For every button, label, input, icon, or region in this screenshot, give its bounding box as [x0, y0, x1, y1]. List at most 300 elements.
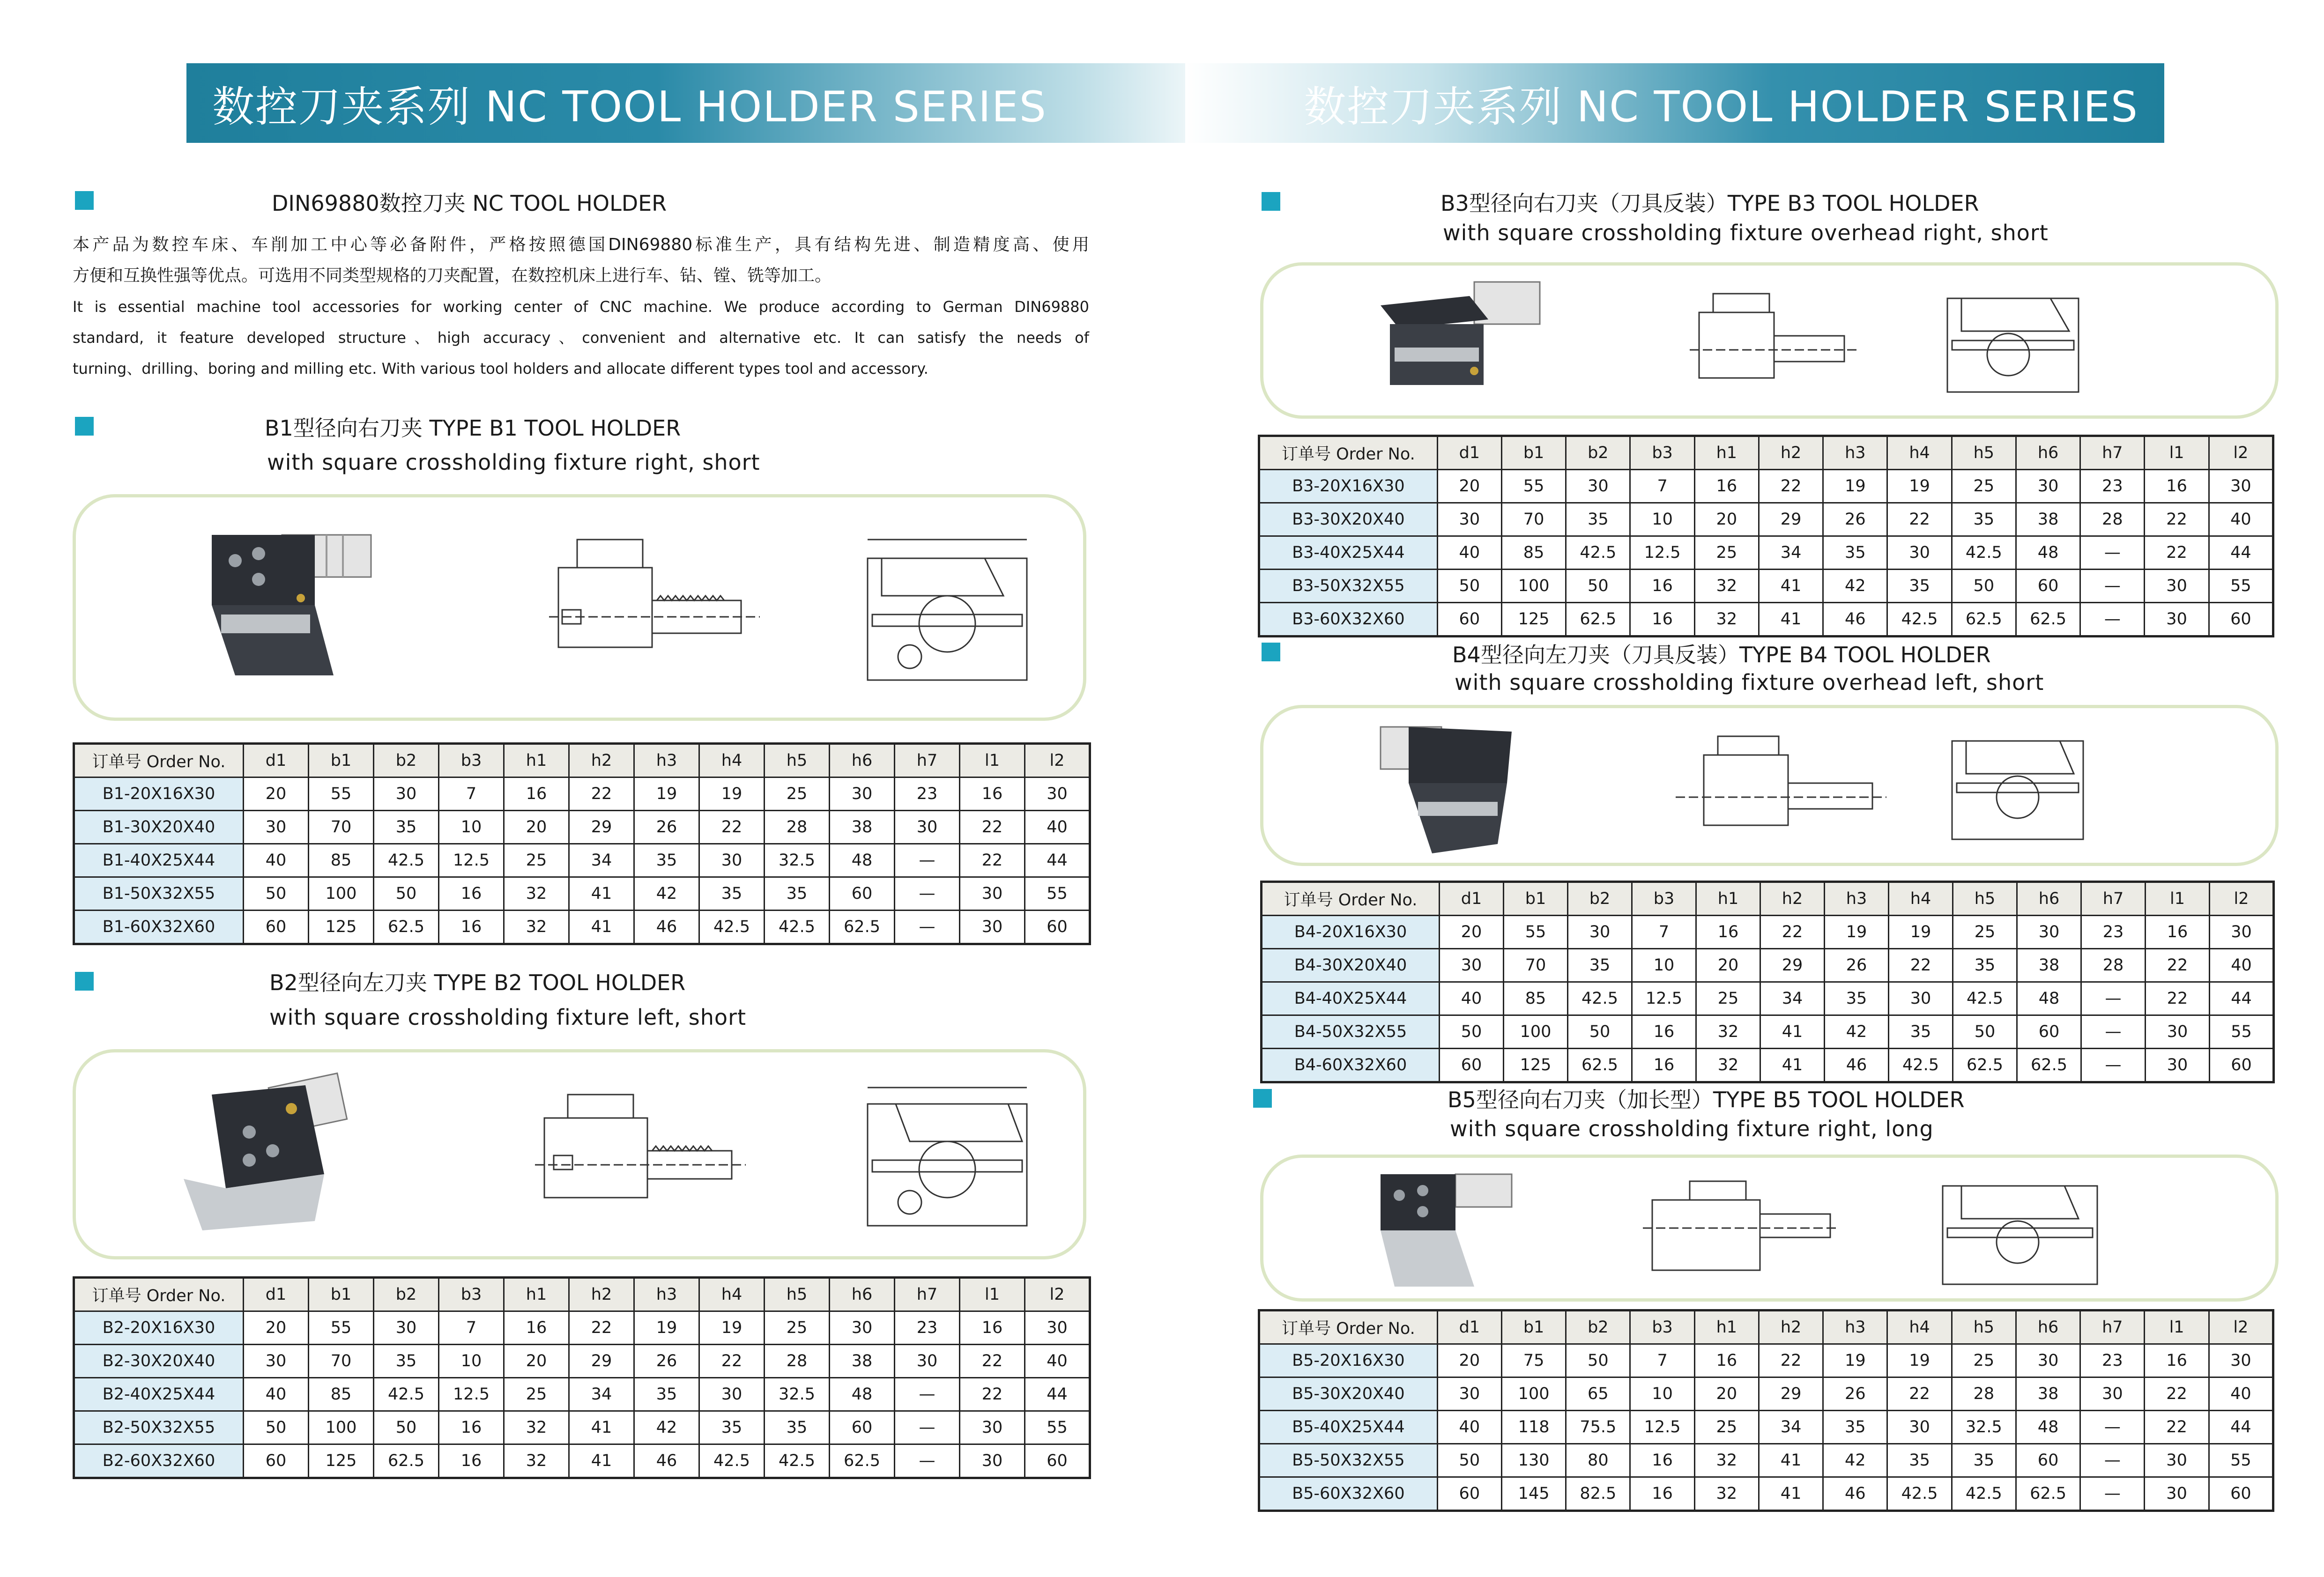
table-cell: 30	[1889, 982, 1953, 1015]
table-cell: 30	[830, 777, 895, 811]
product-photo	[184, 1073, 347, 1230]
table-cell: 19	[699, 777, 765, 811]
illustration-panel-b2	[73, 1049, 1086, 1259]
column-header: l2	[1025, 744, 1090, 777]
table-cell: 35	[1825, 982, 1889, 1015]
table-cell: 20	[504, 1345, 569, 1378]
table-cell: 80	[1566, 1444, 1630, 1477]
table-row	[74, 1378, 1090, 1411]
order-number-cell: B3-30X20X40	[1259, 503, 1438, 536]
table-cell: 19	[699, 1311, 765, 1345]
table-cell: 30	[2080, 1377, 2145, 1411]
table-cell: 85	[309, 844, 374, 877]
table-cell: 55	[2210, 1015, 2274, 1049]
table-cell: 23	[2080, 1344, 2145, 1377]
column-header: l1	[960, 744, 1025, 777]
order-number-cell: B4-60X32X60	[1262, 1049, 1440, 1082]
order-number-cell: B2-20X16X30	[74, 1311, 244, 1345]
technical-drawing-front	[1947, 298, 2079, 392]
table-cell: 60	[830, 1411, 895, 1444]
column-header: h5	[765, 1278, 830, 1311]
table-cell: 22	[699, 1345, 765, 1378]
table-cell: 35	[765, 1411, 830, 1444]
table-cell: 25	[1952, 470, 2016, 503]
table-cell: 19	[634, 777, 699, 811]
table-row	[74, 1411, 1090, 1444]
table-cell: —	[2080, 603, 2145, 637]
table-cell: 41	[569, 877, 634, 911]
table-cell: 55	[2209, 1444, 2273, 1477]
table-cell: 32	[1694, 1477, 1759, 1511]
banner-title-right: 数控刀夹系列 NC TOOL HOLDER SERIES	[1304, 82, 2138, 132]
table-cell: 30	[699, 844, 765, 877]
table-cell: 50	[244, 1411, 309, 1444]
table-cell: 62.5	[1566, 603, 1630, 637]
column-header: h7	[2080, 1310, 2145, 1344]
table-cell: 22	[2145, 503, 2209, 536]
column-header: b3	[1632, 882, 1696, 916]
table-cell: 20	[244, 1311, 309, 1345]
technical-drawing-front	[1943, 1186, 2097, 1284]
order-number-cell: B1-20X16X30	[74, 777, 244, 811]
table-cell: 46	[1823, 603, 1887, 637]
table-cell: 7	[1632, 916, 1696, 949]
table-cell: 50	[244, 877, 309, 911]
table-cell: 32	[1694, 1444, 1759, 1477]
order-number-cell: B5-30X20X40	[1259, 1377, 1438, 1411]
table-cell: 30	[2145, 570, 2209, 603]
tool-holder-illustration	[1263, 266, 2275, 415]
column-header: 订单号 Order No.	[74, 744, 244, 777]
table-cell: —	[895, 911, 960, 944]
table-cell: 55	[1025, 1411, 1090, 1444]
order-number-cell: B2-30X20X40	[74, 1345, 244, 1378]
column-header: h2	[1759, 436, 1823, 470]
table-cell: 16	[2145, 1344, 2209, 1377]
column-header: 订单号 Order No.	[1262, 882, 1440, 916]
bullet-square	[75, 972, 94, 991]
table-cell: 30	[2210, 916, 2274, 949]
table-cell: 20	[1440, 916, 1504, 949]
table-cell: 42.5	[1953, 982, 2017, 1015]
table-cell: 85	[1501, 536, 1566, 570]
column-header: b1	[1501, 1310, 1566, 1344]
table-cell: 60	[1025, 911, 1090, 944]
table-cell: —	[895, 844, 960, 877]
column-header: b1	[309, 744, 374, 777]
product-photo	[1381, 1174, 1512, 1287]
table-cell: —	[2080, 536, 2145, 570]
tool-holder-illustration	[1263, 1158, 2275, 1298]
table-cell: 32.5	[1952, 1411, 2016, 1444]
section-subtitle-b5: with square crossholding fixture right, long	[1450, 1116, 1934, 1141]
table-cell: 42.5	[1889, 1049, 1953, 1082]
table-cell: 26	[1825, 949, 1889, 982]
column-header: h7	[2080, 436, 2145, 470]
table-cell: 34	[1759, 536, 1823, 570]
table-cell: 40	[1437, 1411, 1501, 1444]
table-cell: 60	[1440, 1049, 1504, 1082]
table-cell: 41	[1759, 1477, 1823, 1511]
bullet-square	[1253, 1089, 1272, 1108]
table-cell: 35	[374, 811, 439, 844]
table-cell: 30	[1025, 1311, 1090, 1345]
technical-drawing-front	[868, 540, 1027, 680]
table-cell: 20	[1696, 949, 1760, 982]
table-cell: —	[895, 1411, 960, 1444]
product-photo	[1381, 282, 1540, 385]
order-number-cell: B1-50X32X55	[74, 877, 244, 911]
table-cell: 42	[1823, 570, 1887, 603]
table-cell: —	[895, 1378, 960, 1411]
table-cell: 25	[1694, 536, 1759, 570]
table-cell: 60	[2016, 570, 2080, 603]
column-header: d1	[1440, 882, 1504, 916]
table-cell: 35	[699, 877, 765, 911]
table-cell: 12.5	[1632, 982, 1696, 1015]
table-cell: 42.5	[765, 911, 830, 944]
column-header: h4	[1889, 882, 1953, 916]
table-cell: 60	[1025, 1444, 1090, 1478]
table-cell: 42	[634, 1411, 699, 1444]
table-cell: 16	[439, 1444, 504, 1478]
intro-en-line: turning、drilling、boring and milling etc. With various tool holders and allocate different types tool and accessory.	[73, 360, 928, 378]
order-number-cell: B3-50X32X55	[1259, 570, 1438, 603]
table-header-row	[1259, 1310, 2273, 1344]
table-cell: 22	[1760, 916, 1825, 949]
table-cell: 10	[439, 811, 504, 844]
column-header: h6	[2016, 1310, 2080, 1344]
table-cell: 35	[374, 1345, 439, 1378]
table-cell: 16	[439, 911, 504, 944]
table-cell: 55	[309, 1311, 374, 1345]
table-cell: 30	[2016, 470, 2080, 503]
table-row	[1262, 916, 2274, 949]
table-cell: 23	[895, 777, 960, 811]
table-cell: 50	[1566, 1344, 1630, 1377]
table-cell: 34	[569, 1378, 634, 1411]
intro-cn-line: 方便和互换性强等优点。可选用不同类型规格的刀夹配置，在数控机床上进行车、钻、镗、铣等加工。	[73, 266, 832, 285]
table-cell: 16	[1632, 1015, 1696, 1049]
table-cell: 28	[2081, 949, 2146, 982]
table-cell: —	[2081, 982, 2146, 1015]
table-cell: 30	[1440, 949, 1504, 982]
column-header: h7	[895, 1278, 960, 1311]
table-cell: 46	[634, 911, 699, 944]
table-cell: 32.5	[765, 1378, 830, 1411]
table-cell: 48	[830, 844, 895, 877]
table-cell: 28	[1952, 1377, 2016, 1411]
table-cell: 30	[2146, 1049, 2210, 1082]
table-cell: 30	[244, 1345, 309, 1378]
table-cell: 16	[439, 877, 504, 911]
table-cell: 16	[1694, 1344, 1759, 1377]
table-cell: 22	[1887, 503, 1952, 536]
table-cell: 25	[504, 1378, 569, 1411]
technical-drawing-side	[1690, 294, 1858, 378]
order-number-cell: B4-30X20X40	[1262, 949, 1440, 982]
section-title-b5: B5型径向右刀夹（加长型）TYPE B5 TOOL HOLDER	[1448, 1087, 1965, 1112]
table-cell: 41	[569, 1411, 634, 1444]
table-cell: 28	[2080, 503, 2145, 536]
table-cell: 32	[504, 1444, 569, 1478]
table-cell: 50	[1437, 1444, 1501, 1477]
bullet-square	[1262, 192, 1280, 211]
table-cell: 44	[2209, 1411, 2273, 1444]
bullet-square	[75, 417, 94, 436]
column-header: h6	[2016, 436, 2080, 470]
column-header: h4	[1887, 1310, 1952, 1344]
table-cell: —	[895, 877, 960, 911]
table-cell: 35	[1823, 1411, 1887, 1444]
table-cell: 30	[895, 811, 960, 844]
table-cell: 38	[2016, 503, 2080, 536]
column-header: h5	[1952, 1310, 2016, 1344]
table-cell: 35	[1568, 949, 1632, 982]
table-cell: 42.5	[1887, 603, 1952, 637]
table-cell: 23	[2080, 470, 2145, 503]
illustration-panel-b3	[1260, 262, 2279, 419]
spec-table-b3	[1258, 435, 2274, 637]
table-cell: 16	[439, 1411, 504, 1444]
table-cell: 25	[765, 777, 830, 811]
header-banner-left	[186, 63, 1231, 143]
order-number-cell: B5-60X32X60	[1259, 1477, 1438, 1511]
table-row	[1259, 470, 2273, 503]
column-header: b1	[1504, 882, 1568, 916]
table-cell: 38	[830, 811, 895, 844]
table-cell: 48	[830, 1378, 895, 1411]
table-cell: 22	[569, 1311, 634, 1345]
table-cell: 40	[1025, 1345, 1090, 1378]
table-cell: 26	[634, 1345, 699, 1378]
table-cell: 32	[1696, 1049, 1760, 1082]
table-cell: 60	[2210, 1049, 2274, 1082]
table-cell: 145	[1501, 1477, 1566, 1511]
table-cell: 44	[2210, 982, 2274, 1015]
column-header: 订单号 Order No.	[1259, 436, 1438, 470]
table-cell: 29	[569, 811, 634, 844]
table-cell: 50	[1566, 570, 1630, 603]
spec-table-b1	[73, 742, 1091, 945]
table-cell: 22	[960, 1378, 1025, 1411]
table-cell: 16	[1630, 1444, 1694, 1477]
column-header: h3	[1825, 882, 1889, 916]
table-cell: 55	[1504, 916, 1568, 949]
table-cell: —	[2080, 1477, 2145, 1511]
table-cell: 40	[244, 1378, 309, 1411]
table-cell: 22	[1759, 1344, 1823, 1377]
table-cell: 46	[1823, 1477, 1887, 1511]
column-header: b2	[1566, 436, 1630, 470]
section-subtitle-b4: with square crossholding fixture overhead left, short	[1455, 670, 2044, 695]
table-cell: 30	[960, 911, 1025, 944]
table-cell: 85	[1504, 982, 1568, 1015]
table-row	[1262, 949, 2274, 982]
table-cell: 50	[1952, 570, 2016, 603]
table-cell: 25	[1694, 1411, 1759, 1444]
table-cell: 35	[1889, 1015, 1953, 1049]
table-cell: 42.5	[1566, 536, 1630, 570]
table-row	[1262, 1015, 2274, 1049]
column-header: h1	[1694, 436, 1759, 470]
column-header: h6	[2017, 882, 2081, 916]
column-header: h3	[1823, 436, 1887, 470]
order-number-cell: B5-40X25X44	[1259, 1411, 1438, 1444]
column-header: h1	[1696, 882, 1760, 916]
table-cell: 30	[1887, 536, 1952, 570]
product-photo	[1381, 727, 1512, 853]
column-header: h3	[634, 1278, 699, 1311]
table-cell: 50	[374, 877, 439, 911]
table-cell: 26	[634, 811, 699, 844]
table-cell: 29	[569, 1345, 634, 1378]
table-cell: 44	[1025, 844, 1090, 877]
table-cell: 41	[1759, 603, 1823, 637]
table-row	[74, 1311, 1090, 1345]
table-cell: 62.5	[830, 911, 895, 944]
table-cell: 20	[1437, 1344, 1501, 1377]
table-cell: 30	[895, 1345, 960, 1378]
table-cell: 22	[960, 1345, 1025, 1378]
table-cell: 42.5	[699, 1444, 765, 1478]
table-cell: 41	[569, 1444, 634, 1478]
column-header: h2	[1759, 1310, 1823, 1344]
order-number-cell: B1-60X32X60	[74, 911, 244, 944]
table-header-row	[1259, 436, 2273, 470]
table-cell: 70	[309, 811, 374, 844]
technical-drawing-side	[1676, 736, 1886, 825]
table-cell: 34	[1759, 1411, 1823, 1444]
table-cell: —	[895, 1444, 960, 1478]
table-cell: 30	[1566, 470, 1630, 503]
table-cell: 28	[765, 811, 830, 844]
table-cell: 50	[1440, 1015, 1504, 1049]
table-cell: 20	[504, 811, 569, 844]
table-cell: 22	[2145, 536, 2209, 570]
table-cell: 30	[2145, 1477, 2209, 1511]
table-cell: 35	[1887, 570, 1952, 603]
table-cell: 10	[1630, 503, 1694, 536]
spec-table-b5	[1258, 1309, 2274, 1512]
table-cell: 7	[439, 1311, 504, 1345]
table-cell: 30	[244, 811, 309, 844]
table-cell: 25	[765, 1311, 830, 1345]
order-number-cell: B1-40X25X44	[74, 844, 244, 877]
table-cell: 35	[1952, 1444, 2016, 1477]
intro-heading: DIN69880数控刀夹 NC TOOL HOLDER	[272, 191, 667, 216]
table-cell: 29	[1759, 503, 1823, 536]
table-cell: 30	[2016, 1344, 2080, 1377]
technical-drawing-side	[549, 540, 760, 647]
order-number-cell: B4-20X16X30	[1262, 916, 1440, 949]
table-cell: 55	[309, 777, 374, 811]
table-cell: 38	[2016, 1377, 2080, 1411]
table-cell: 60	[244, 1444, 309, 1478]
spec-table-body	[1259, 1310, 2273, 1511]
table-cell: 25	[1696, 982, 1760, 1015]
column-header: h1	[504, 1278, 569, 1311]
section-title-b2: B2型径向左刀夹 TYPE B2 TOOL HOLDER	[269, 970, 686, 995]
table-cell: 12.5	[439, 844, 504, 877]
table-cell: 35	[634, 1378, 699, 1411]
column-header: h7	[2081, 882, 2146, 916]
table-cell: 30	[2145, 1444, 2209, 1477]
table-cell: 44	[2209, 536, 2273, 570]
column-header: h3	[634, 744, 699, 777]
table-cell: 60	[2017, 1015, 2081, 1049]
table-cell: 7	[1630, 470, 1694, 503]
column-header: h4	[699, 744, 765, 777]
column-header: l1	[2146, 882, 2210, 916]
table-cell: 60	[244, 911, 309, 944]
table-cell: 40	[1025, 811, 1090, 844]
table-cell: 55	[1501, 470, 1566, 503]
spec-table-b4	[1260, 881, 2275, 1083]
table-cell: 62.5	[830, 1444, 895, 1478]
table-cell: 16	[1694, 470, 1759, 503]
section-title-b1: B1型径向右刀夹 TYPE B1 TOOL HOLDER	[265, 415, 681, 441]
table-cell: 42.5	[374, 844, 439, 877]
technical-drawing-front	[1952, 741, 2083, 839]
table-cell: 19	[1887, 1344, 1952, 1377]
column-header: b1	[309, 1278, 374, 1311]
table-cell: 30	[2145, 603, 2209, 637]
table-row	[1259, 603, 2273, 637]
table-cell: 125	[309, 1444, 374, 1478]
table-cell: 22	[2145, 1411, 2209, 1444]
table-row	[1259, 536, 2273, 570]
column-header: l2	[2210, 882, 2274, 916]
header-banner-right	[1185, 63, 2164, 143]
table-cell: 22	[960, 811, 1025, 844]
order-number-cell: B1-30X20X40	[74, 811, 244, 844]
table-cell: 35	[1566, 503, 1630, 536]
table-row	[74, 844, 1090, 877]
order-number-cell: B4-50X32X55	[1262, 1015, 1440, 1049]
table-row	[74, 1345, 1090, 1378]
table-cell: 62.5	[2016, 603, 2080, 637]
table-row	[1259, 1444, 2273, 1477]
table-cell: 19	[634, 1311, 699, 1345]
column-header: 订单号 Order No.	[1259, 1310, 1438, 1344]
table-cell: 130	[1501, 1444, 1566, 1477]
order-number-cell: B5-50X32X55	[1259, 1444, 1438, 1477]
column-header: l1	[2145, 436, 2209, 470]
table-cell: 10	[1632, 949, 1696, 982]
table-cell: 20	[244, 777, 309, 811]
table-cell: 16	[2145, 470, 2209, 503]
table-cell: 32	[1696, 1015, 1760, 1049]
spec-table-b2	[73, 1276, 1091, 1479]
table-cell: 35	[1952, 503, 2016, 536]
column-header: b2	[374, 1278, 439, 1311]
table-cell: —	[2080, 1411, 2145, 1444]
technical-drawing-front	[868, 1088, 1027, 1226]
table-cell: 32	[1694, 570, 1759, 603]
table-row	[1262, 982, 2274, 1015]
table-cell: 23	[895, 1311, 960, 1345]
table-cell: 30	[1437, 1377, 1501, 1411]
table-cell: 10	[439, 1345, 504, 1378]
table-cell: 41	[1759, 570, 1823, 603]
intro-en-line: It is essential machine tool accessories for working center of CNC machine. We produce according to German DIN69880	[73, 298, 1089, 316]
table-row	[1259, 1377, 2273, 1411]
table-cell: 32.5	[765, 844, 830, 877]
table-cell: 42.5	[374, 1378, 439, 1411]
table-cell: 48	[2017, 982, 2081, 1015]
table-cell: 28	[765, 1345, 830, 1378]
